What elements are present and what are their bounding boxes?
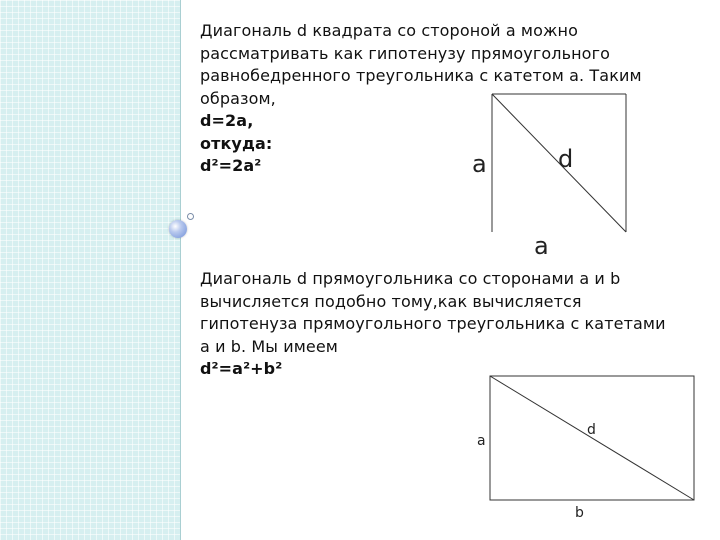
text-line: равнобедренного треугольника с катетом а. Таким [200, 66, 642, 85]
text-line: образом, [200, 88, 276, 108]
formula-pythagoras: d²=a²+b² [200, 359, 283, 378]
rectangle-diagram [474, 372, 694, 521]
text-line: Диагональ d квадрата со стороной а можно [200, 21, 578, 40]
paragraph-rectangle-diagonal [200, 268, 666, 381]
text-line: Диагональ d прямоугольника со сторонами a и b [200, 269, 621, 288]
bullet-dot-icon [169, 220, 187, 238]
formula-d-squared: d²=2a² [200, 156, 262, 175]
label-diagonal-d: d [558, 145, 574, 173]
decorative-side-panel [0, 0, 181, 540]
text-line: гипотенуза прямоугольного треугольника с катетами [200, 314, 666, 333]
formula-d-equals-2a: d=2a, [200, 111, 254, 130]
small-circle-icon [187, 213, 194, 220]
label-side-a-left: a [472, 150, 487, 178]
label-side-b: b [575, 505, 584, 521]
text-line: рассматривать как гипотенузу прямоугольного [200, 43, 610, 63]
label-diagonal-d: d [587, 422, 596, 438]
connector-text: откуда: [200, 133, 273, 153]
rectangle-diagonal-line [490, 376, 694, 500]
square-diagram [466, 94, 626, 260]
label-side-a-bottom: a [534, 232, 549, 260]
label-side-a: a [477, 433, 486, 449]
text-line: вычисляется подобно тому,как вычисляется [200, 291, 582, 311]
text-line: a и b. Мы имеем [200, 336, 338, 356]
